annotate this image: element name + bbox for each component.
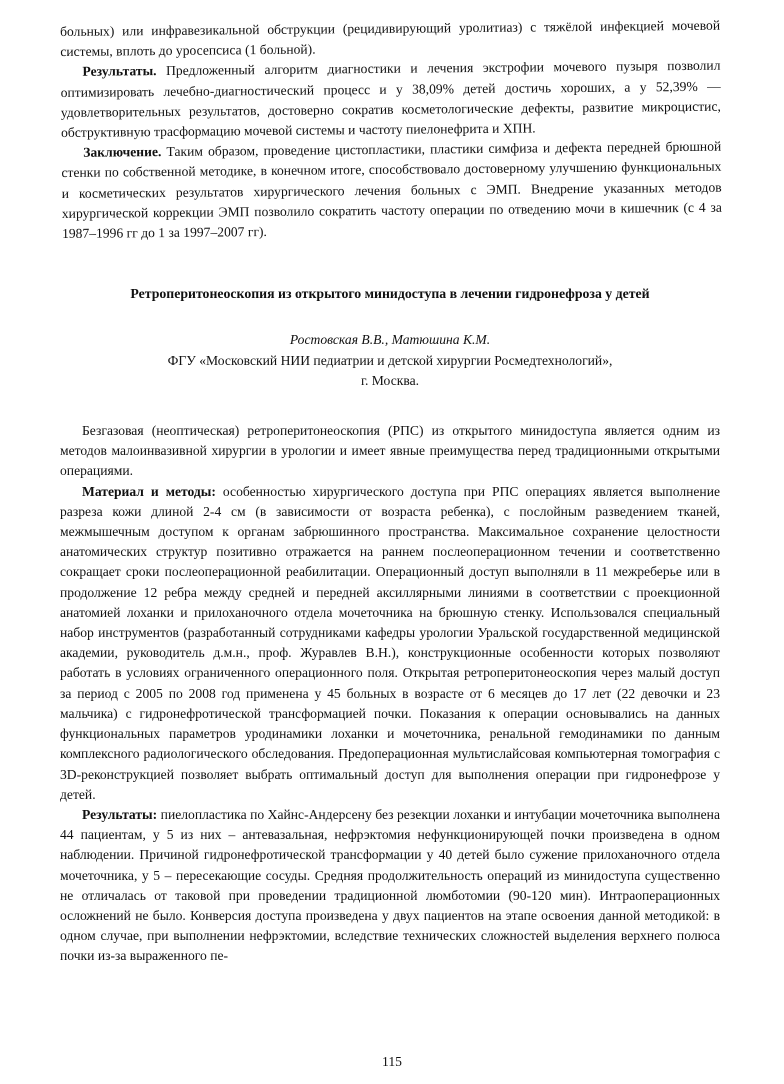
results-label: Результаты. <box>82 63 157 80</box>
intro-paragraph: Безгазовая (неоптическая) ретроперитонеоскопия (РПС) из открытого минидоступа является одним из методов малоинвазивной хирургии в урологии и имеет явные преимущества перед традиционными открытыми операциями. <box>60 423 720 479</box>
conclusion-text: Таким образом, проведение цистопластики, пластики симфиза и дефекта передней брюшной стенки по собственной методике, в конечном итоге, способствовало достоверному улучшению функциональных и косметических результатов хирургического лечения больных с ЭМП. Внедрение указанных методов хирургической коррекции ЭМП позволило сократить частоту операции по отведению мочи в кишечник (с 4 за 1987–1996 гг до 1 за 1997–2007 гг). <box>61 138 722 242</box>
methods-paragraph <box>60 482 720 805</box>
article-city: г. Москва. <box>360 372 420 388</box>
article-results-label: Результаты: <box>82 806 158 822</box>
conclusion-paragraph <box>61 137 722 244</box>
results-paragraph <box>60 56 721 143</box>
article-results-text: пиелопластика по Хайнс-Андерсену без резекции лоханки и интубации мочеточника выполнена 44 пациентам, у 5 из них – антевазальная, нефрэктомия нефункционирующей почки произведена в одном наблюдении. Причиной гидронефротической трансформации у 40 детей было сужение прилоханочного отдела мочеточника, у 5 – пересекающие сосуды. Средняя продолжительность операций из минидоступа существенно не отличалась от таковой при проведении традиционной люмботомии (90-120 мин). Интраоперационных осложнений не было. Конверсия доступа произведена у двух пациентов на этапе освоения данной методикой: в одном случае, при выполнении нефрэктомии, вследствие технических сложностей выделения верхнего полюса почки из-за выраженного пе- <box>60 806 720 964</box>
results-text: Предложенный алгоритм диагностики и лечения экстрофии мочевого пузыря позволил оптимизировать лечебно-диагностический процесс и у 38,09% детей достичь хороших, а у 52,39% — удовлетворительных результатов, достоверно сократив косметологические дефекты, развитие микроцистис, обструктивную трасформацию мочевой системы и частоту пиелонефрита и ХПН. <box>60 58 721 141</box>
article-title: Ретроперитонеоскопия из открытого минидоступа в лечении гидронефроза у детей <box>130 286 650 302</box>
article-affiliation: ФГУ «Московский НИИ педиатрии и детской хирургии Росмедтехнологий», <box>167 352 613 368</box>
methods-text: особенностью хирургического доступа при РПС операциях является выполнение разреза кожи длиной 2-4 см (в зависимости от возраста ребенка), с послойным разведением тканей, межмышечным доступом к органам забрюшинного пространства. Максимальное сохранение целостности анатомических структур позитивно отражается на раннем послеоперационном течении и соответственно сокращает сроки послеоперационной реабилитации. Операционный доступ выполняли в 11 межреберье или в продолжение 12 ребра между средней и передней аксиллярными линиями в соответствии с проекционной анатомией лоханки и прилоханочного отдела мочеточника на брюшную стенку. Использовался специальный набор инструментов (разработанный сотрудниками кафедры урологии Уральской государственной медицинской академии, руководитель д.м.н., проф. Журавлев В.Н.), конструкционные особенности которых позволяют работать в условиях ограниченного операционного поля. Открытая ретроперитонеоскопия через малый доступ за период с 2005 по 2008 год применена у 45 больных в возрасте от 6 месяцев до 17 лет (22 девочки и 23 мальчика) с гидронефротической трансформацией почки. Показания к операции основывались на данных функциональных параметров уродинамики лоханки и мочеточника, ренальной гемодинамики по данным комплексного радиологического обследования. Предоперационная мультислайсовая компьютерная томография с 3D-реконструкцией позволяет выбрать оптимальный доступ для выполнения операции при гидронефрозе у детей. <box>60 483 720 802</box>
previous-article-ending <box>60 16 722 245</box>
article-results-paragraph <box>60 805 720 967</box>
document-page <box>60 17 722 1072</box>
article-authors: Ростовская В.В., Матюшина К.М. <box>289 332 491 348</box>
conclusion-label: Заключение. <box>83 144 162 161</box>
methods-label: Материал и методы: <box>82 483 216 499</box>
continued-paragraph: больных) или инфравезикальной обструкции (рецидивирующий уролитиаз) с тяжёлой инфекцией мочевой системы, вплоть до уросепсиса (1 больной). <box>60 17 721 60</box>
page-number: 115 <box>382 1054 402 1069</box>
